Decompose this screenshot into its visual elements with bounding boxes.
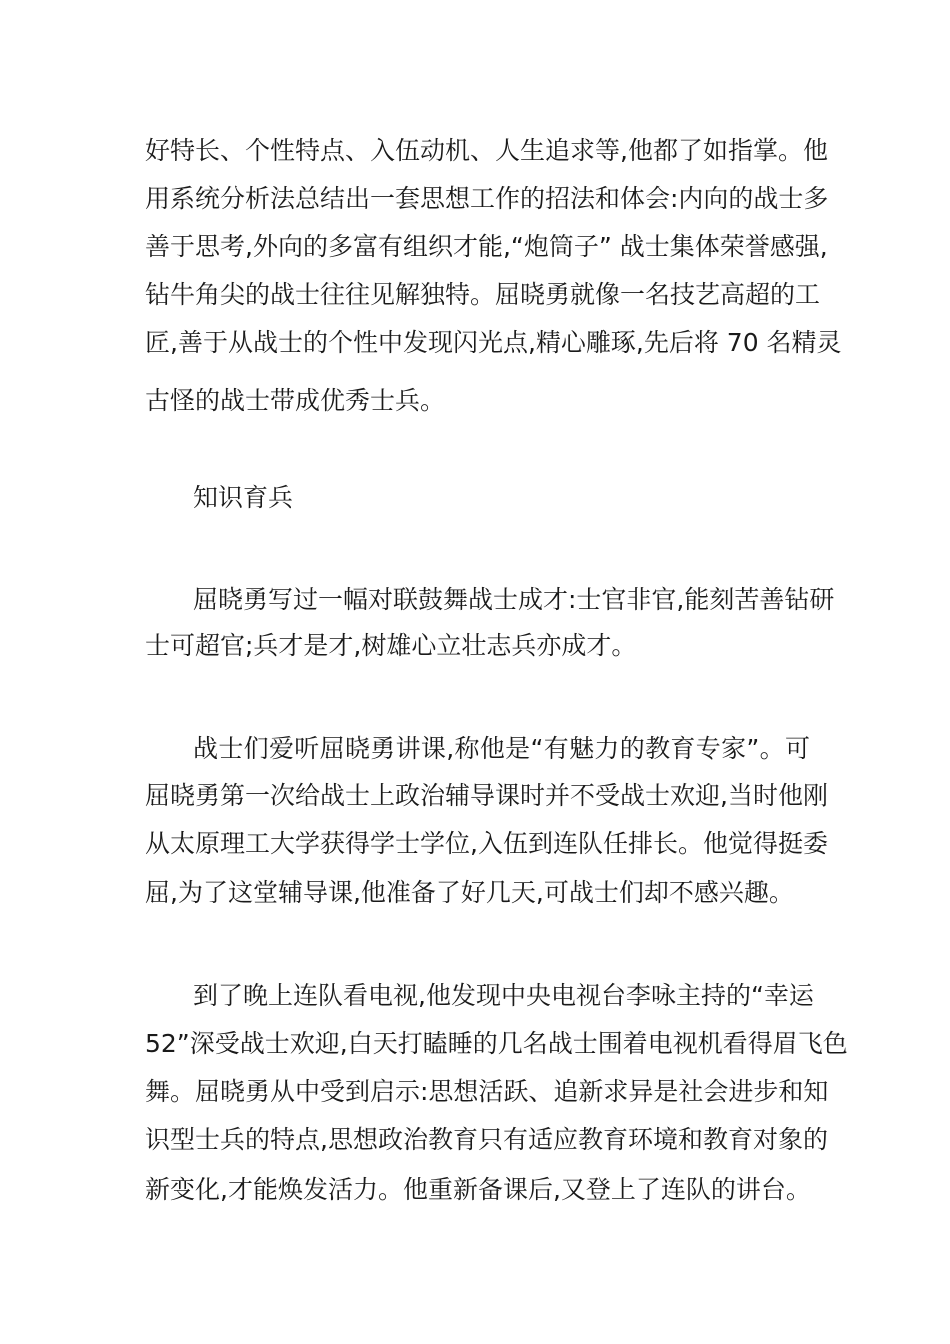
- paragraph-4-line-4: 识型士兵的特点,思想政治教育只有适应教育环境和教育对象的: [145, 1125, 828, 1154]
- paragraph-3-line-2: 屈晓勇第一次给战士上政治辅导课时并不受战士欢迎,当时他刚: [145, 781, 828, 810]
- paragraph-1-line-1: 好特长、个性特点、入伍动机、人生追求等,他都了如指掌。他: [145, 136, 828, 165]
- section-heading: 知识育兵: [193, 483, 294, 512]
- paragraph-4-line-1: 到了晚上连队看电视,他发现中央电视台李咏主持的“幸运: [193, 981, 814, 1010]
- paragraph-1-line-4: 钻牛角尖的战士往往见解独特。屈晓勇就像一名技艺高超的工: [145, 280, 821, 309]
- paragraph-4-line-2: 52”深受战士欢迎,白天打瞌睡的几名战士围着电视机看得眉飞色: [145, 1029, 848, 1058]
- paragraph-1-line-5: 匠,善于从战士的个性中发现闪光点,精心雕琢,先后将 70 名精灵: [145, 328, 842, 357]
- paragraph-2-line-1: 屈晓勇写过一幅对联鼓舞战士成才:士官非官,能刻苦善钻研: [193, 585, 835, 614]
- paragraph-4-line-3: 舞。屈晓勇从中受到启示:思想活跃、追新求异是社会进步和知: [145, 1077, 829, 1106]
- paragraph-1-line-2: 用系统分析法总结出一套思想工作的招法和体会:内向的战士多: [145, 184, 829, 213]
- paragraph-3-line-3: 从太原理工大学获得学士学位,入伍到连队任排长。他觉得挺委: [145, 829, 828, 858]
- paragraph-3-line-4: 屈,为了这堂辅导课,他准备了好几天,可战士们却不感兴趣。: [145, 878, 794, 907]
- paragraph-2-line-2: 士可超官;兵才是才,树雄心立壮志兵亦成才。: [145, 631, 637, 660]
- paragraph-3-line-1: 战士们爱听屈晓勇讲课,称他是“有魅力的教育专家”。可: [193, 734, 810, 763]
- paragraph-1-line-3: 善于思考,外向的多富有组织才能,“炮筒子” 战士集体荣誉感强,: [145, 232, 828, 261]
- paragraph-4-line-5: 新变化,才能焕发活力。他重新备课后,又登上了连队的讲台。: [145, 1175, 811, 1204]
- paragraph-1-line-6: 古怪的战士带成优秀士兵。: [145, 386, 446, 415]
